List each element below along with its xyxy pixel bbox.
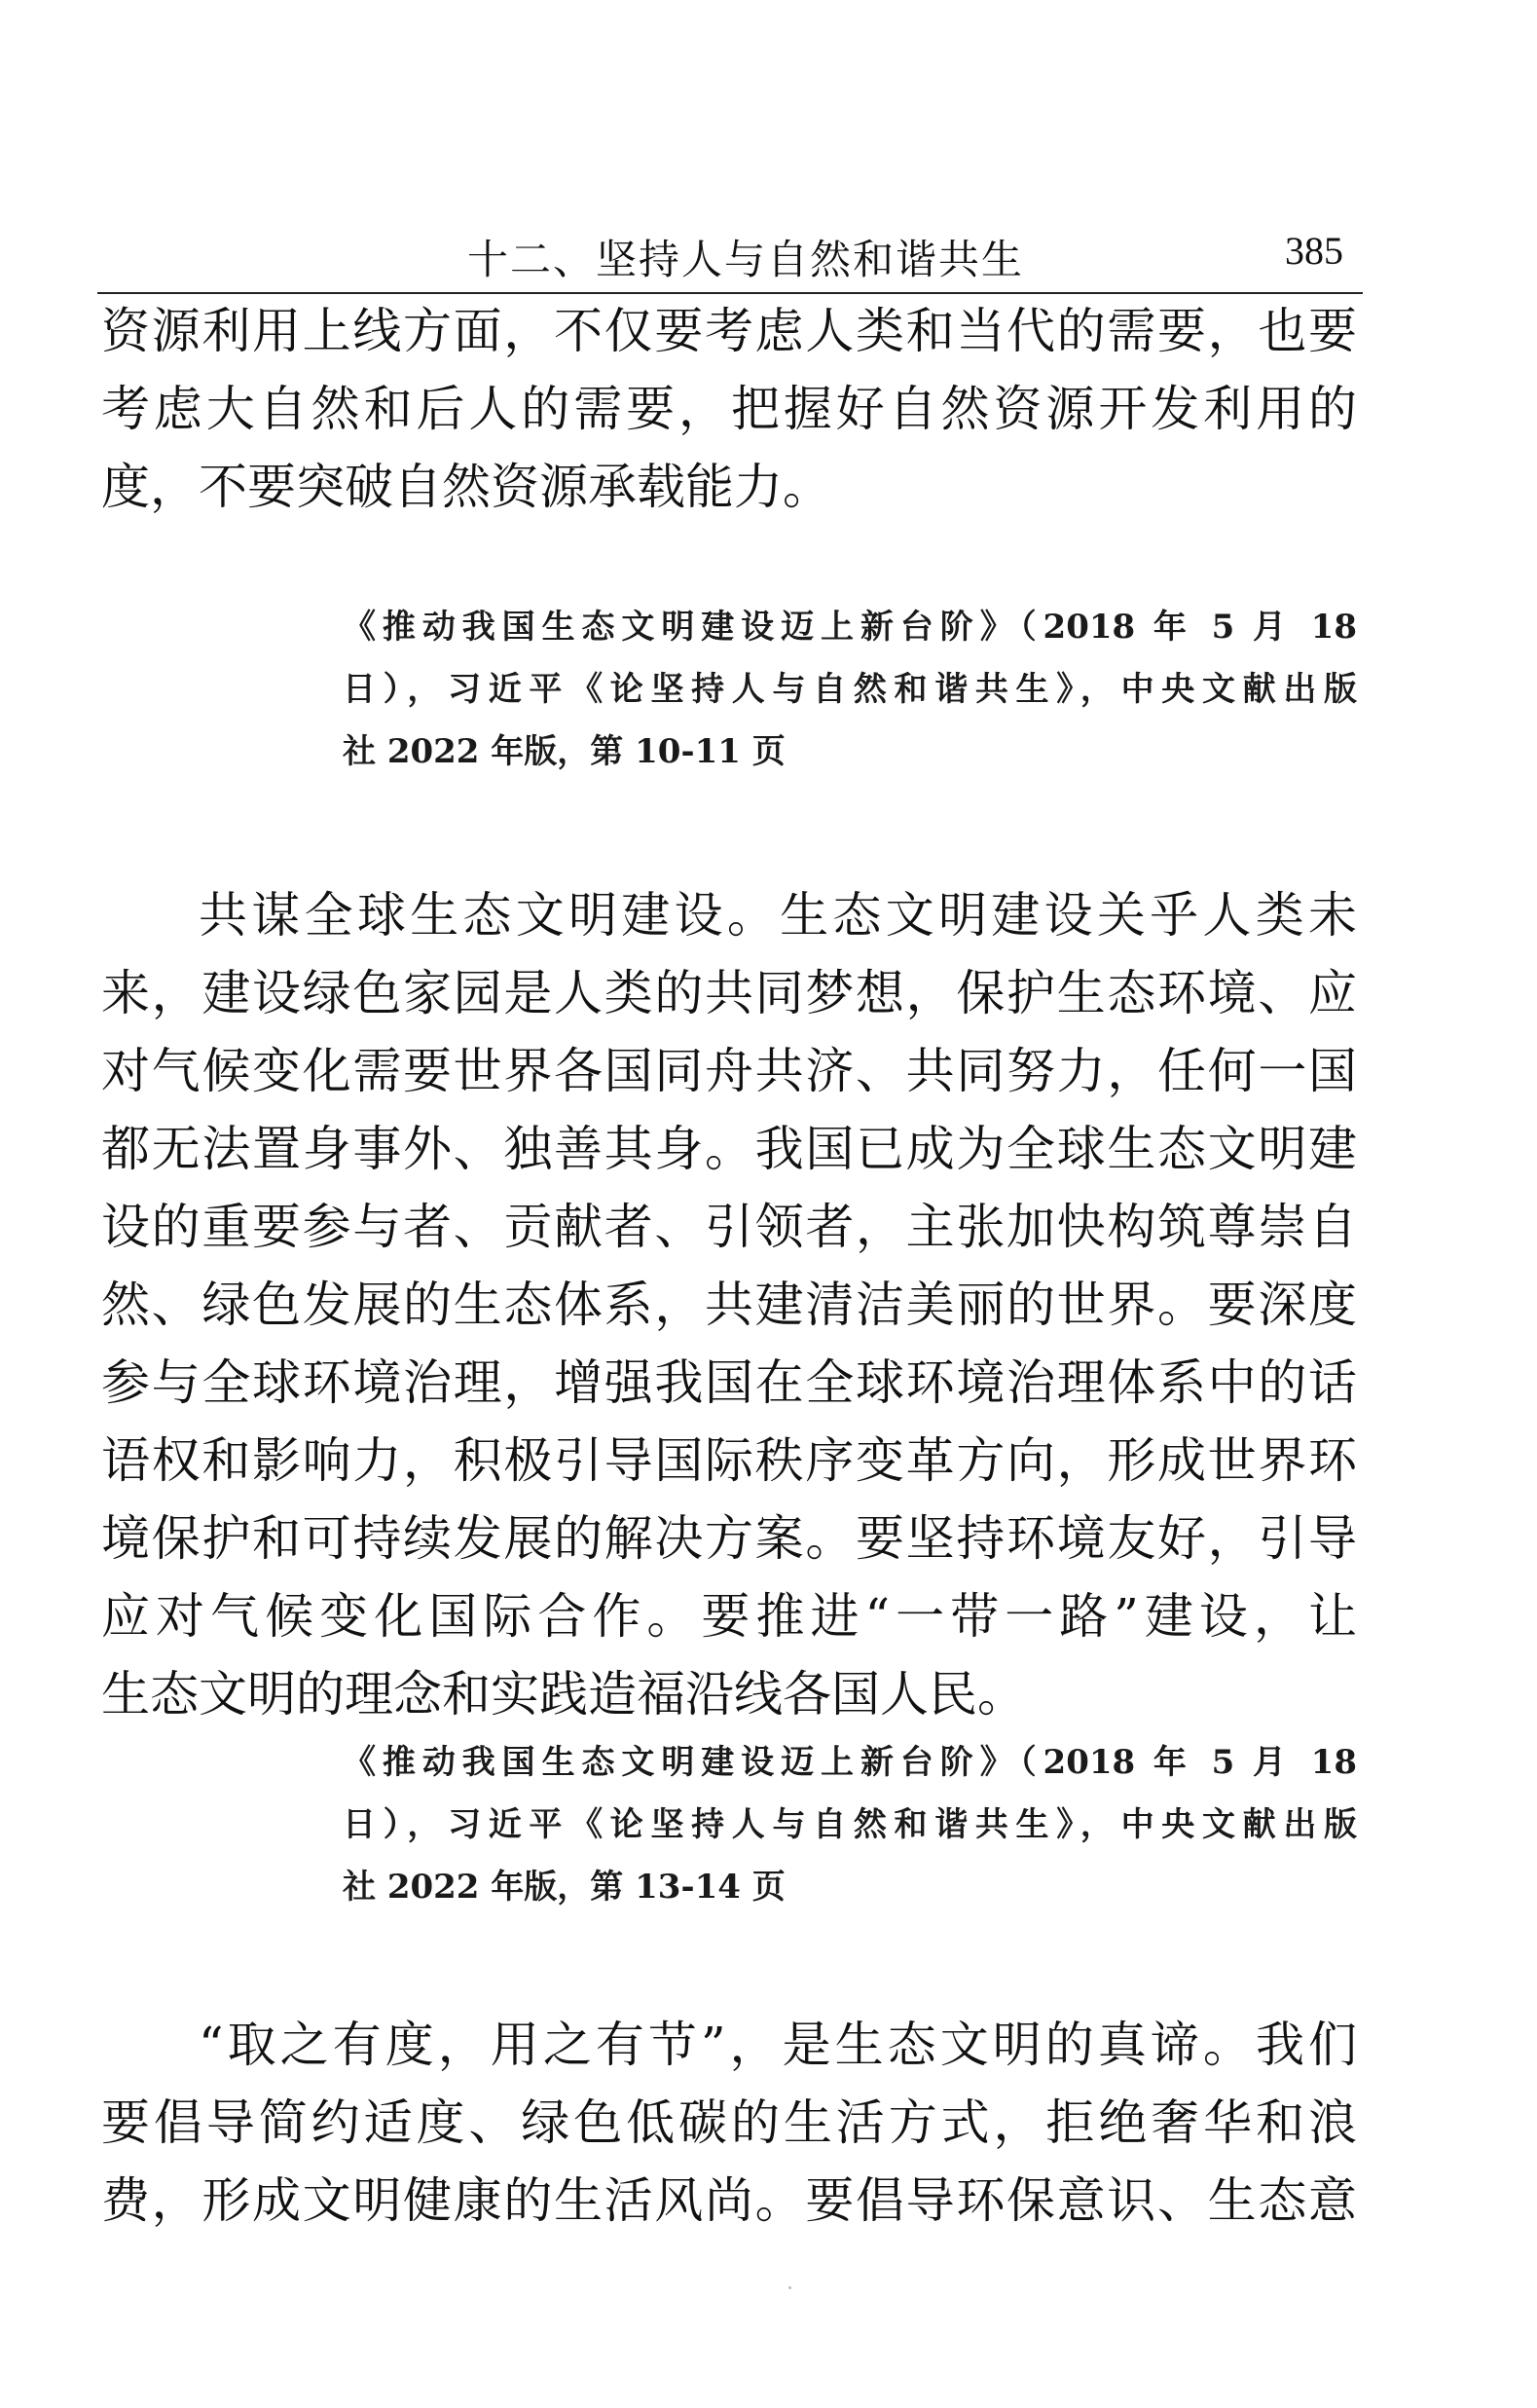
- paragraph-1: [101, 292, 1357, 526]
- text-line: 都无法置身事外、独善其身。我国已成为全球生态文明建: [101, 1121, 1357, 1177]
- text-line: 生态文明的理念和实践造福沿线各国人民。: [101, 1666, 1026, 1723]
- paragraph-3: [101, 2006, 1357, 2240]
- source-citation-1: [343, 596, 1357, 783]
- page-number: 385: [1285, 229, 1343, 273]
- citation-line: 《推动我国生态文明建设迈上新台阶》（2018 年 5 月 18: [343, 608, 1357, 647]
- citation-line: 社 2022 年版，第 10-11 页: [343, 732, 786, 771]
- running-head-title: 十二、坚持人与自然和谐共生: [467, 236, 1025, 283]
- text-line: 考虑大自然和后人的需要，把握好自然资源开发利用的: [101, 381, 1357, 437]
- text-line: 共谋全球生态文明建设。生态文明建设关乎人类未: [199, 887, 1357, 944]
- citation-line: 日），习近平《论坚持人与自然和谐共生》，中央文献出版: [343, 670, 1357, 709]
- paragraph-2: [101, 876, 1357, 1733]
- text-line: 设的重要参与者、贡献者、引领者，主张加快构筑尊崇自: [101, 1199, 1357, 1255]
- text-line: 参与全球环境治理，增强我国在全球环境治理体系中的话: [101, 1354, 1357, 1411]
- text-line: 语权和影响力，积极引导国际秩序变革方向，形成世界环: [101, 1432, 1357, 1489]
- text-line: 来，建设绿色家园是人类的共同梦想，保护生态环境、应: [101, 965, 1357, 1021]
- text-line: “取之有度，用之有节”，是生态文明的真谛。我们: [199, 2017, 1357, 2073]
- text-line: 对气候变化需要世界各国同舟共济、共同努力，任何一国: [101, 1043, 1357, 1099]
- citation-line: 日），习近平《论坚持人与自然和谐共生》，中央文献出版: [343, 1805, 1357, 1844]
- text-line: 资源利用上线方面，不仅要考虑人类和当代的需要，也要: [101, 303, 1357, 359]
- text-line: 应对气候变化国际合作。要推进“一带一路”建设，让: [101, 1588, 1357, 1645]
- text-line: 要倡导简约适度、绿色低碳的生活方式，拒绝奢华和浪: [101, 2094, 1357, 2151]
- text-line: 费，形成文明健康的生活风尚。要倡导环保意识、生态意: [101, 2172, 1357, 2229]
- text-line: 然、绿色发展的生态体系，共建清洁美丽的世界。要深度: [101, 1277, 1357, 1333]
- citation-line: 社 2022 年版，第 13-14 页: [343, 1868, 786, 1907]
- citation-line: 《推动我国生态文明建设迈上新台阶》（2018 年 5 月 18: [343, 1743, 1357, 1782]
- text-line: 度，不要突破自然资源承载能力。: [101, 459, 831, 515]
- text-line: 境保护和可持续发展的解决方案。要坚持环境友好，引导: [101, 1510, 1357, 1567]
- source-citation-2: [343, 1731, 1357, 1918]
- page-header: [97, 222, 1363, 294]
- scan-speck: [788, 2286, 791, 2289]
